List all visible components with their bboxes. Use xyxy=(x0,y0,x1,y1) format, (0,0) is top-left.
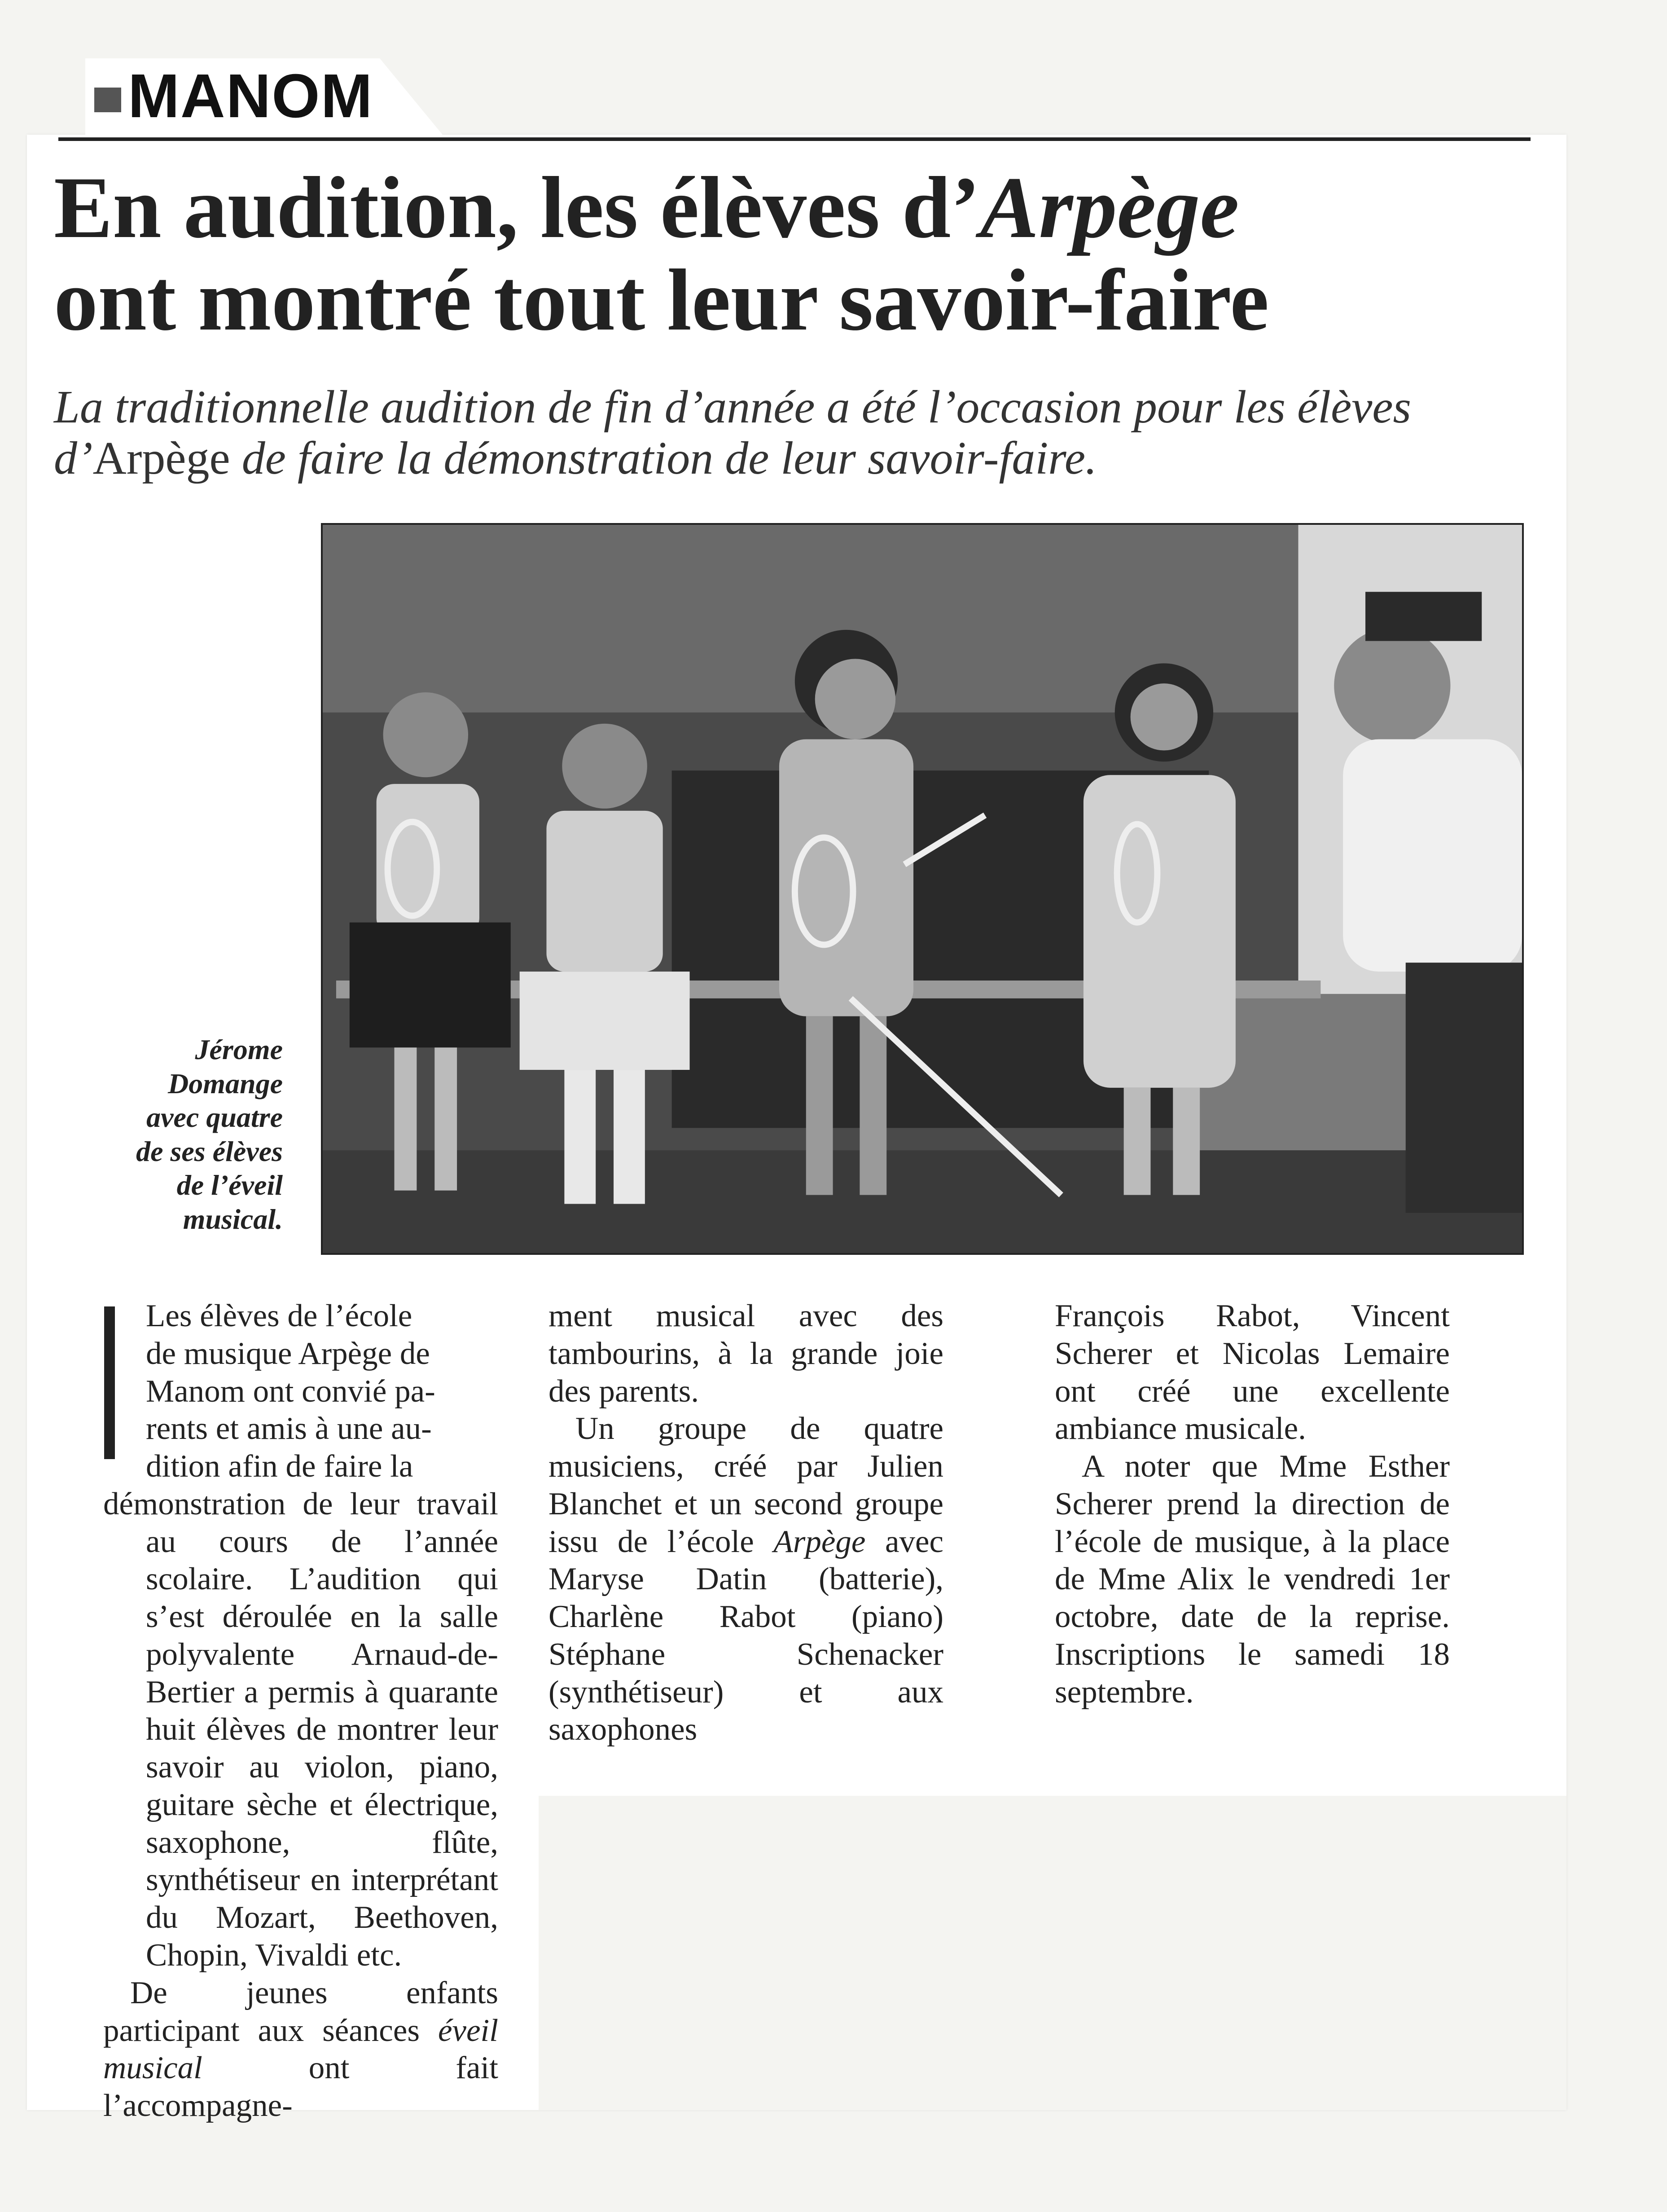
caption-line: de l’éveil xyxy=(176,1169,283,1201)
text-span: avec Maryse Datin (batterie), Charlène Rabot (piano) Stéphane Schenacker (synthétiseur) et aux saxophones xyxy=(548,1524,944,1747)
text-italic: éveil musical xyxy=(103,2013,498,2086)
article-paragraph: François Rabot, Vincent Scherer et Nicolas Lemaire ont créé une excellente ambiance musicale. xyxy=(1055,1298,1450,1447)
standfirst xyxy=(54,382,1535,484)
headline-part1: En audition, les élèves d’ xyxy=(54,159,980,256)
caption-line: Domange xyxy=(168,1067,283,1099)
text-line: rents et amis à une au- xyxy=(146,1411,432,1447)
standfirst-part1: La traditionnelle audition de fin d’année a été l’occasion pour les élèves d’ xyxy=(54,381,1412,484)
caption-line: avec quatre xyxy=(146,1101,283,1134)
text-rest: démonstration de leur travail au cours de l’année scolaire. L’audition qui s’est déroulée en la salle polyvalente Arnaud-de-Bertier a permis à quarante huit élèves de montrer leur savoir au violon, piano, guitare sèche et électrique, saxophone, flûte, synthétiseur en interprétant du Mozart, Beethoven, Chopin, Vivaldi etc. xyxy=(103,1486,498,1973)
text-line: dition afin de faire la xyxy=(146,1449,413,1484)
photo-children-with-tambourines xyxy=(323,525,1522,1253)
text-line: de musique Arpège de xyxy=(146,1336,430,1371)
article-paragraph: ment musical avec des tambourins, à la grande joie des parents. xyxy=(548,1298,943,1409)
clipping-cut-edge xyxy=(539,1796,1566,2110)
header-rule xyxy=(58,137,1531,141)
article-column-3 xyxy=(1055,1297,1450,1711)
text-line: Les élèves de l’école xyxy=(146,1298,412,1333)
article-column-1 xyxy=(103,1297,498,2125)
headline xyxy=(54,159,1549,349)
article-paragraph xyxy=(548,1410,943,1749)
caption-line: musical. xyxy=(183,1203,283,1235)
section-marker-icon xyxy=(94,88,121,112)
headline-italic: Arpège xyxy=(980,159,1239,256)
text-italic: Arpège xyxy=(773,1524,866,1559)
article-column-2 xyxy=(548,1297,943,1749)
news-photo xyxy=(321,523,1524,1255)
text-line: Manom ont convié pa- xyxy=(146,1373,435,1409)
caption-line: de ses élèves xyxy=(136,1135,283,1167)
photo-caption xyxy=(67,1033,283,1236)
article-paragraph xyxy=(103,1297,498,1975)
text-span: De jeunes enfants participant aux séances xyxy=(103,1975,498,2048)
standfirst-upright: Arpège xyxy=(92,432,230,484)
article-paragraph: A noter que Mme Esther Scherer prend la direction de l’école de musique, à la place de Mme Alix le vendredi 1er octobre, date de la reprise. Inscriptions le samedi 18 septembre. xyxy=(1055,1449,1450,1710)
standfirst-part2: de faire la démonstration de leur savoir-faire. xyxy=(230,432,1097,484)
text-span: ont fait l’accompagne- xyxy=(103,2050,498,2124)
headline-part2: ont montré tout leur savoir-faire xyxy=(54,251,1269,349)
caption-line: Jérome xyxy=(195,1033,283,1065)
text-span: Un groupe de quatre musiciens, créé par Julien Blanchet et un second groupe issu de l’école xyxy=(548,1411,943,1559)
section-name: MANOM xyxy=(128,62,373,131)
article-paragraph xyxy=(103,1975,498,2125)
